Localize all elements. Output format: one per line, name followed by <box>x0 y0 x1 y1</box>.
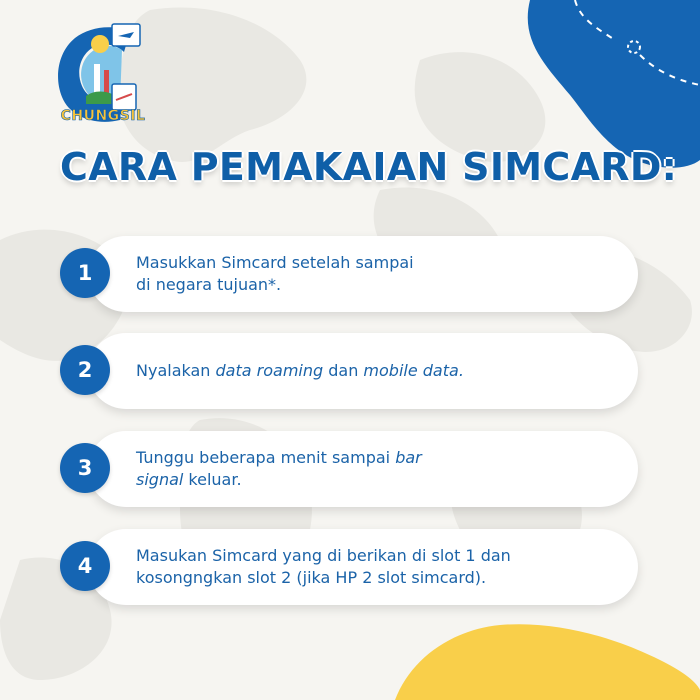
step-text <box>136 236 616 312</box>
step-text-line: kosongngkan slot 2 (jika HP 2 slot simcard). <box>136 568 487 587</box>
step-3 <box>60 431 638 507</box>
step-1 <box>60 236 638 312</box>
step-text-line: Masukan Simcard yang di berikan di slot 1 dan <box>136 546 511 565</box>
step-number: 1 <box>60 248 110 298</box>
step-text-line: di negara tujuan*. <box>136 275 282 294</box>
step-text-italic: signal <box>136 470 184 489</box>
step-2 <box>60 333 638 409</box>
step-text <box>136 333 616 409</box>
step-number: 4 <box>60 541 110 591</box>
step-text-italic: mobile data. <box>363 361 464 380</box>
step-4 <box>60 529 638 605</box>
step-text-part: Nyalakan <box>136 361 216 380</box>
step-text-line: Masukkan Simcard setelah sampai <box>136 253 414 272</box>
step-number: 2 <box>60 345 110 395</box>
step-text-italic: data roaming <box>215 361 324 380</box>
page-title: CARA PEMAKAIAN SIMCARD: <box>60 145 678 189</box>
brand-name: CHUNGSIL <box>60 108 146 124</box>
step-text-part: keluar. <box>183 470 242 489</box>
step-text <box>136 431 616 507</box>
step-text-italic: bar <box>395 448 422 467</box>
step-number: 3 <box>60 443 110 493</box>
step-text-part: dan <box>323 361 364 380</box>
step-text-part: Tunggu beberapa menit sampai <box>136 448 396 467</box>
step-text <box>136 529 616 605</box>
